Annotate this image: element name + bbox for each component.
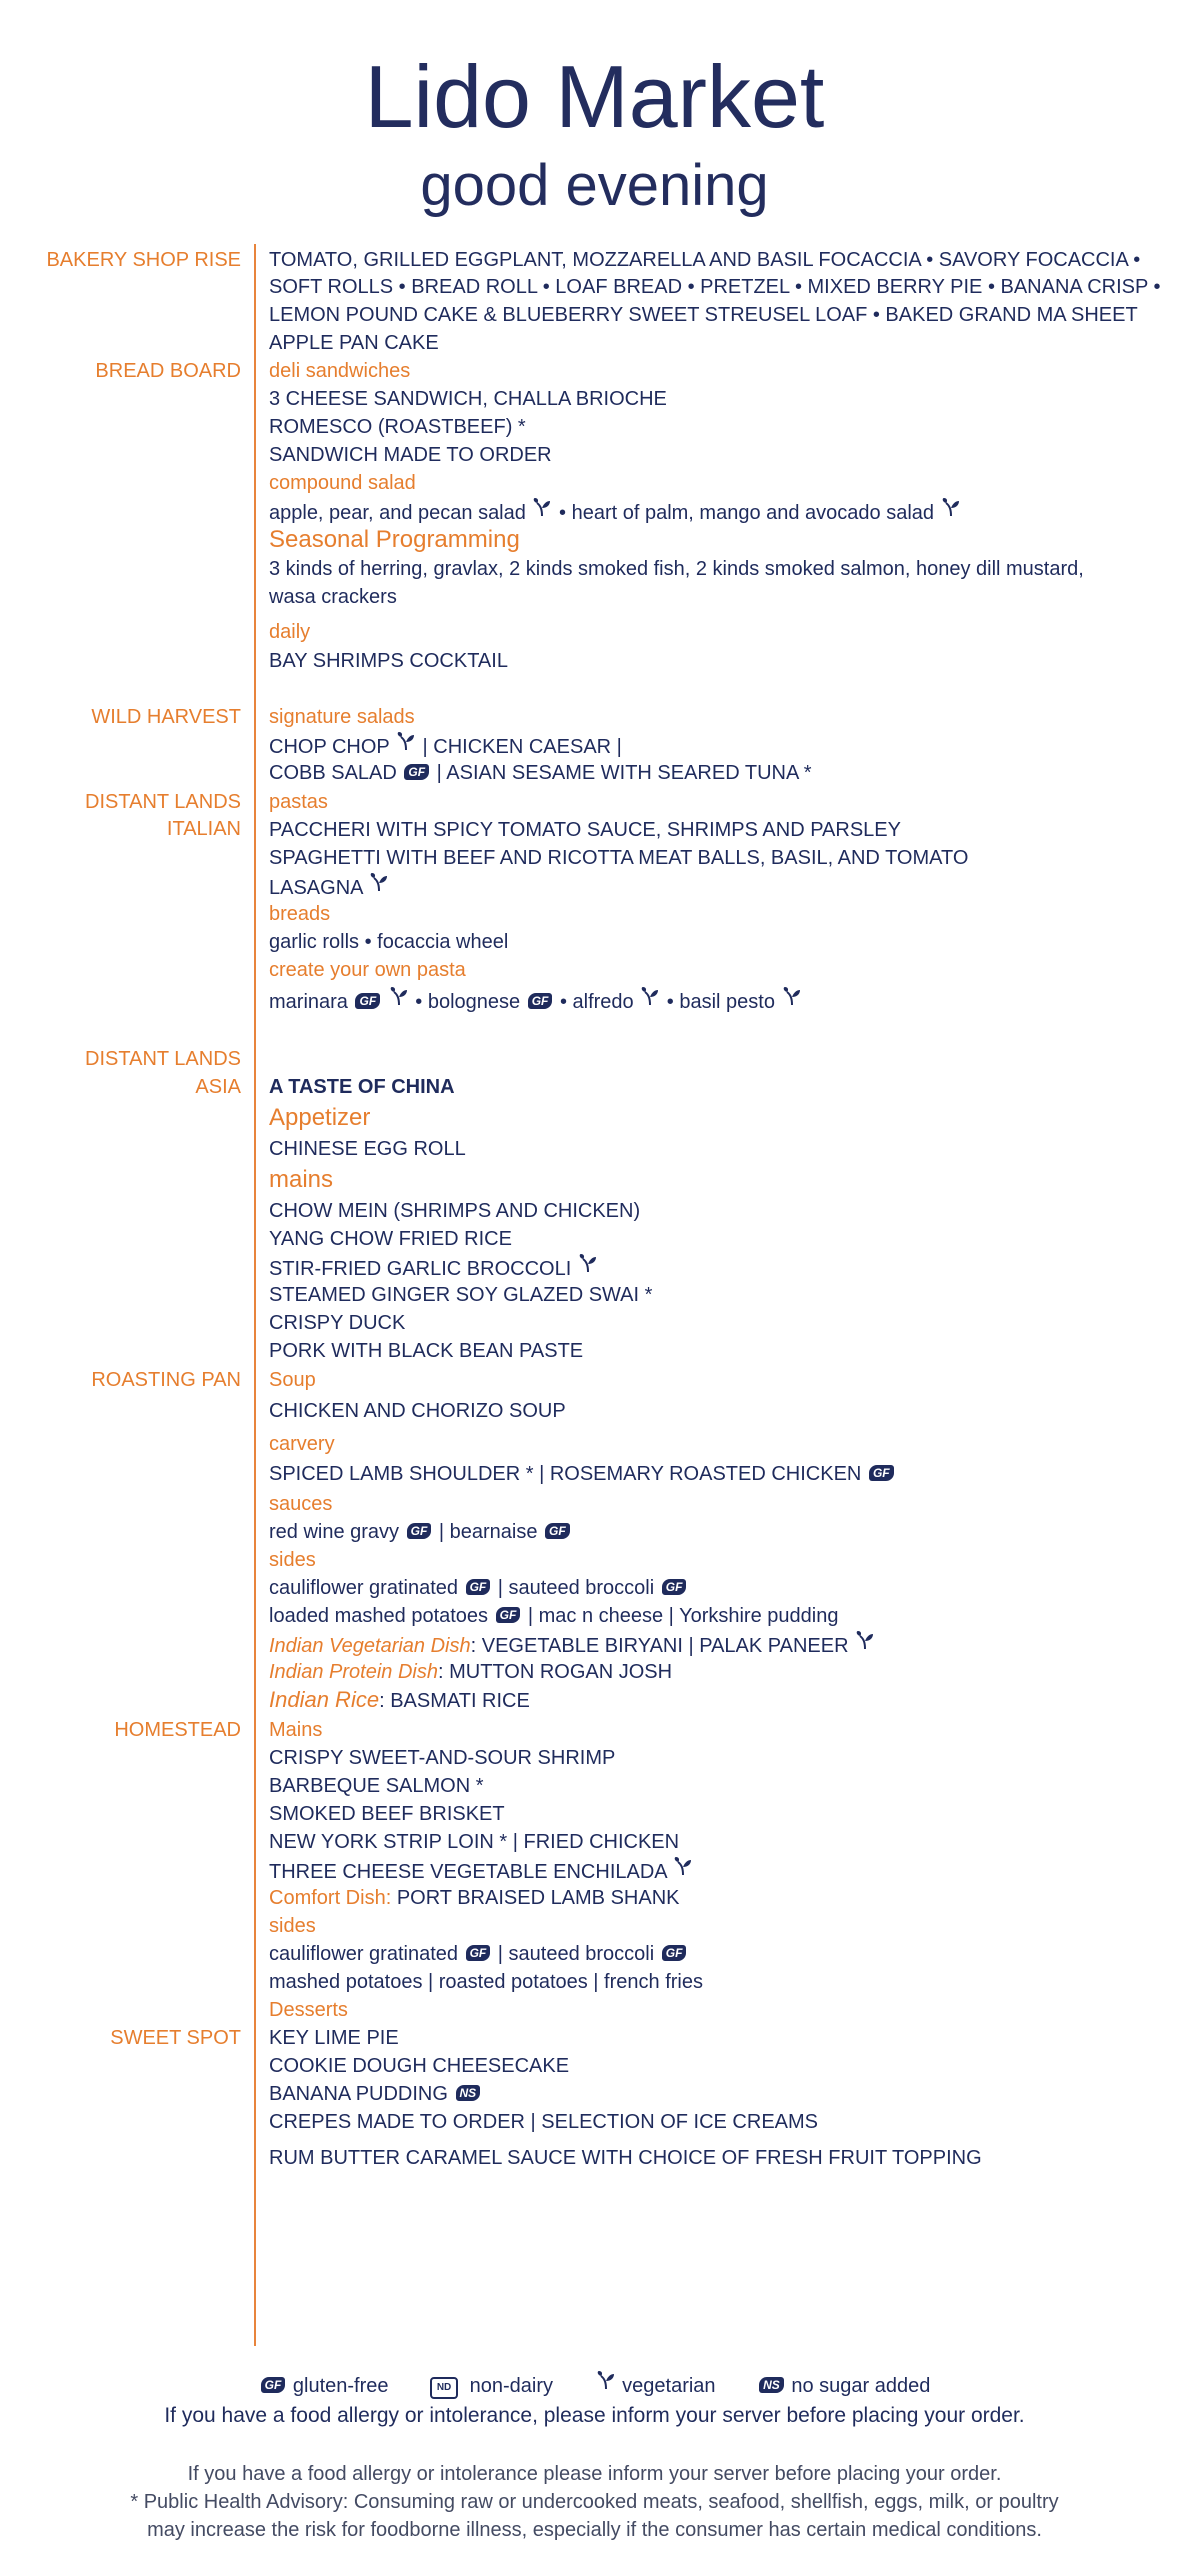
menu-line: YANG CHOW FRIED RICE xyxy=(269,1228,512,1250)
gluten-free-icon: GF xyxy=(545,1523,570,1539)
cuisine-heading: A TASTE OF CHINA xyxy=(269,1076,455,1098)
menu-item: cauliflower gratinated xyxy=(269,1577,458,1599)
vegetarian-icon xyxy=(390,986,408,1006)
category-heading: breads xyxy=(269,903,331,925)
menu-item: • bolognese xyxy=(415,991,521,1013)
menu-line: SANDWICH MADE TO ORDER xyxy=(269,444,552,466)
menu-item: apple, pear, and pecan salad xyxy=(269,502,526,524)
menu-line: CRISPY DUCK xyxy=(269,1312,406,1334)
menu-line: TOMATO, GRILLED EGGPLANT, MOZZARELLA AND BASIL FOCACCIA • SAVORY FOCACCIA • xyxy=(269,249,1141,271)
menu-item: CHOP CHOP xyxy=(269,736,390,758)
section-label-homestead: HOMESTEAD xyxy=(114,1719,241,1741)
legend-item xyxy=(757,2375,930,2397)
legend-label: no sugar added xyxy=(791,2375,931,2397)
menu-item: : MUTTON ROGAN JOSH xyxy=(437,1661,673,1683)
menu-item: BANANA PUDDING xyxy=(269,2083,448,2105)
gluten-free-icon: GF xyxy=(528,993,553,1009)
menu-line xyxy=(269,986,803,1016)
health-advisory: * Public Health Advisory: Consuming raw or undercooked meats, seafood, shellfish, eggs, milk, or poultry xyxy=(130,2491,1059,2513)
dish-label: Comfort Dish: xyxy=(269,1887,392,1909)
category-heading: Soup xyxy=(269,1369,316,1391)
menu-line xyxy=(269,1574,688,1602)
section-label-sweet-spot: SWEET SPOT xyxy=(110,2027,241,2049)
no-sugar-icon: NS xyxy=(759,2377,784,2393)
menu-item: • alfredo xyxy=(559,991,634,1013)
menu-line: garlic rolls • focaccia wheel xyxy=(269,931,509,953)
menu-line xyxy=(269,1658,672,1686)
menu-item: | sauteed broccoli xyxy=(497,1577,655,1599)
vegetarian-icon xyxy=(397,731,415,751)
menu-item: COBB SALAD xyxy=(269,762,397,784)
menu-line: SMOKED BEEF BRISKET xyxy=(269,1803,505,1825)
menu-line xyxy=(269,759,812,787)
menu-item: | CHICKEN CAESAR | xyxy=(422,736,622,758)
menu-line xyxy=(269,1253,599,1283)
legend-item xyxy=(430,2375,559,2397)
vegetarian-icon xyxy=(783,986,801,1006)
category-heading: deli sandwiches xyxy=(269,360,411,382)
dish-label: Indian Protein Dish xyxy=(269,1661,438,1683)
vegetarian-icon xyxy=(370,872,388,892)
section-label-roasting-pan: ROASTING PAN xyxy=(91,1369,241,1391)
menu-item: loaded mashed potatoes xyxy=(269,1605,489,1627)
menu-line xyxy=(269,1518,572,1546)
section-label-italian: ITALIAN xyxy=(166,818,241,840)
menu-line: CRISPY SWEET-AND-SOUR SHRIMP xyxy=(269,1747,616,1769)
menu-item: SPICED LAMB SHOULDER * | ROSEMARY ROASTED CHICKEN xyxy=(269,1463,862,1485)
category-heading: daily xyxy=(269,621,311,643)
category-heading: signature salads xyxy=(269,706,415,728)
gluten-free-icon: GF xyxy=(869,1465,894,1481)
legend-label: gluten-free xyxy=(292,2375,389,2397)
menu-item: | mac n cheese | Yorkshire pudding xyxy=(527,1605,839,1627)
vegetarian-icon xyxy=(579,1253,597,1273)
menu-line: NEW YORK STRIP LOIN * | FRIED CHICKEN xyxy=(269,1831,680,1853)
menu-line: BAY SHRIMPS COCKTAIL xyxy=(269,650,508,672)
menu-item: : VEGETABLE BIRYANI | PALAK PANEER xyxy=(470,1635,849,1657)
category-heading: create your own pasta xyxy=(269,959,466,981)
page-subtitle: good evening xyxy=(420,153,769,218)
menu-item: cauliflower gratinated xyxy=(269,1943,458,1965)
gluten-free-icon: GF xyxy=(261,2377,286,2393)
dish-label: Indian Rice xyxy=(269,1687,380,1712)
menu-line xyxy=(269,1856,694,1886)
menu-item: PORT BRAISED LAMB SHANK xyxy=(396,1887,680,1909)
menu-line: mashed potatoes | roasted potatoes | french fries xyxy=(269,1971,703,1993)
section-label-distant-lands-italian: DISTANT LANDS xyxy=(85,791,241,813)
menu-line xyxy=(269,1686,530,1715)
menu-item: red wine gravy xyxy=(269,1521,400,1543)
category-heading: Mains xyxy=(269,1719,323,1741)
gluten-free-icon: GF xyxy=(404,764,429,780)
category-heading: compound salad xyxy=(269,472,416,494)
menu-line: SOFT ROLLS • BREAD ROLL • LOAF BREAD • PRETZEL • MIXED BERRY PIE • BANANA CRISP • xyxy=(269,276,1161,298)
page-title: Lido Market xyxy=(364,47,825,146)
category-heading: Appetizer xyxy=(269,1104,371,1131)
non-dairy-icon: ND xyxy=(430,2377,458,2399)
menu-line: CREPES MADE TO ORDER | SELECTION OF ICE CREAMS xyxy=(269,2111,818,2133)
legend-label: non-dairy xyxy=(469,2375,554,2397)
category-heading: Seasonal Programming xyxy=(269,526,520,553)
gluten-free-icon: GF xyxy=(466,1579,491,1595)
section-divider xyxy=(254,244,256,2346)
gluten-free-icon: GF xyxy=(355,993,380,1009)
legend-item xyxy=(259,2375,394,2397)
category-heading: mains xyxy=(269,1166,334,1193)
menu-line xyxy=(269,2080,482,2108)
category-heading: Desserts xyxy=(269,1999,348,2021)
vegetarian-icon xyxy=(641,986,659,1006)
section-label-asia: ASIA xyxy=(195,1076,241,1098)
gluten-free-icon: GF xyxy=(662,1579,687,1595)
menu-item: LASAGNA xyxy=(269,877,363,899)
separator: • xyxy=(559,502,567,524)
dish-label: Indian Vegetarian Dish xyxy=(269,1635,471,1657)
vegetarian-icon xyxy=(597,2370,615,2390)
menu-line: LEMON POUND CAKE & BLUEBERRY SWEET STREUSEL LOAF • BAKED GRAND MA SHEET xyxy=(269,304,1138,326)
menu-line xyxy=(269,872,390,902)
menu-line: 3 kinds of herring, gravlax, 2 kinds smoked fish, 2 kinds smoked salmon, honey dill mustard, xyxy=(269,558,1084,580)
menu-line: 3 CHEESE SANDWICH, CHALLA BRIOCHE xyxy=(269,388,667,410)
menu-line xyxy=(269,1884,680,1912)
menu-item: : BASMATI RICE xyxy=(379,1690,530,1712)
legend-label: vegetarian xyxy=(622,2375,716,2397)
menu-line: ROMESCO (ROASTBEEF) * xyxy=(269,416,526,438)
section-label-wild-harvest: WILD HARVEST xyxy=(91,706,241,728)
category-heading: sides xyxy=(269,1549,316,1571)
menu-line: APPLE PAN CAKE xyxy=(269,332,439,354)
menu-item: • basil pesto xyxy=(666,991,775,1013)
menu-item: heart of palm, mango and avocado salad xyxy=(571,502,935,524)
allergy-notice: If you have a food allergy or intolerance, please inform your server before placing your order. xyxy=(164,2404,1025,2427)
menu-line xyxy=(269,1940,688,1968)
menu-line: wasa crackers xyxy=(269,586,397,608)
menu-line: CHICKEN AND CHORIZO SOUP xyxy=(269,1400,566,1422)
menu-item: | bearnaise xyxy=(438,1521,538,1543)
menu-line: RUM BUTTER CARAMEL SAUCE WITH CHOICE OF FRESH FRUIT TOPPING xyxy=(269,2147,982,2169)
menu-line: PACCHERI WITH SPICY TOMATO SAUCE, SHRIMPS AND PARSLEY xyxy=(269,819,901,841)
gluten-free-icon: GF xyxy=(496,1607,521,1623)
menu-item: STIR-FRIED GARLIC BROCCOLI xyxy=(269,1258,572,1280)
gluten-free-icon: GF xyxy=(662,1945,687,1961)
section-label-bakery: BAKERY SHOP RISE xyxy=(46,249,241,271)
section-label-bread-board: BREAD BOARD xyxy=(95,360,241,382)
vegetarian-icon xyxy=(856,1630,874,1650)
menu-item: THREE CHEESE VEGETABLE ENCHILADA xyxy=(269,1861,667,1883)
allergy-notice-secondary: If you have a food allergy or intolerance please inform your server before placing your order. xyxy=(187,2463,1002,2485)
gluten-free-icon: GF xyxy=(466,1945,491,1961)
health-advisory-continued: may increase the risk for foodborne illness, especially if the consumer has certain medical conditions. xyxy=(147,2519,1042,2541)
category-heading: sauces xyxy=(269,1493,333,1515)
section-label-distant-lands-asia: DISTANT LANDS xyxy=(85,1048,241,1070)
vegetarian-icon xyxy=(533,497,551,517)
vegetarian-icon xyxy=(674,1856,692,1876)
menu-line xyxy=(269,1460,896,1488)
menu-line: CHOW MEIN (SHRIMPS AND CHICKEN) xyxy=(269,1200,641,1222)
menu-line: KEY LIME PIE xyxy=(269,2027,399,2049)
menu-item: | ASIAN SESAME WITH SEARED TUNA * xyxy=(436,762,812,784)
menu-item: marinara xyxy=(269,991,348,1013)
menu-line: COOKIE DOUGH CHEESECAKE xyxy=(269,2055,570,2077)
menu-line: STEAMED GINGER SOY GLAZED SWAI * xyxy=(269,1284,653,1306)
vegetarian-icon xyxy=(942,497,960,517)
menu-item: | sauteed broccoli xyxy=(497,1943,655,1965)
menu-line: SPAGHETTI WITH BEEF AND RICOTTA MEAT BALLS, BASIL, AND TOMATO xyxy=(269,847,969,869)
menu-line xyxy=(269,497,962,527)
menu-line xyxy=(269,731,622,761)
menu-line: CHINESE EGG ROLL xyxy=(269,1138,466,1160)
dietary-legend xyxy=(0,2370,1189,2401)
menu-line: PORK WITH BLACK BEAN PASTE xyxy=(269,1340,584,1362)
category-heading: sides xyxy=(269,1915,316,1937)
menu-line: BARBEQUE SALMON * xyxy=(269,1775,484,1797)
category-heading: carvery xyxy=(269,1433,335,1455)
no-sugar-icon: NS xyxy=(456,2085,481,2101)
menu-line xyxy=(269,1602,838,1630)
category-heading: pastas xyxy=(269,791,328,813)
legend-item xyxy=(595,2375,722,2397)
menu-line xyxy=(269,1630,876,1660)
gluten-free-icon: GF xyxy=(407,1523,432,1539)
